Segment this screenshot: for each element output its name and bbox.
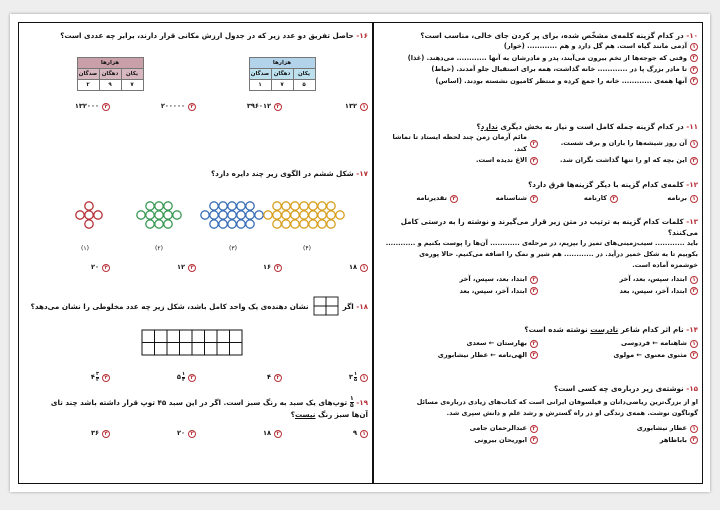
question-number: ۱۹ [359, 398, 368, 407]
option-bubble-3: ۳ [188, 264, 196, 272]
pattern-circle [291, 202, 299, 210]
option-text: تا مادر بزرگ پا در ............ خانه گذاشت، همه برای استقبال جلو آمدند. (حیاط) [431, 65, 687, 73]
passage-line-2: بکوبیم تا به شکل خمیر درآید. در ............ هم شیر و نمک را اضافه می‌کنیم. حالا پوره‌ی [419, 250, 698, 258]
pattern-circle [309, 220, 317, 228]
pattern-circle [273, 202, 281, 210]
pattern-circle [237, 220, 245, 228]
whole-part: ۳ [348, 373, 353, 381]
option-3[interactable] [110, 428, 196, 440]
option-1[interactable] [282, 428, 368, 440]
pattern-circle [327, 202, 335, 210]
question-text: نوشته‌ی زیر درباره‌ی چه کسی است؟ [553, 384, 684, 393]
option-text: ابتدا، بعد، سپس، آخر [459, 275, 527, 283]
option-bubble-1: ۱ [690, 195, 698, 203]
question-15: ۱۵- نوشته‌ی زیر درباره‌ی چه کسی است؟ او از بزرگ‌ترین ریاضی‌دانان و فیلسوفان ایرانی است که کتاب‌های زیادی درباره‌ی مسائل گوناگون نوشت. همه‌ی زندگی او در راه گسترش و رشد علم و دانش سپری شد. ۱ عطار نیشابوری ۲ عبدالرحمان جامی ۳ باباطاهر ۴ ابوریحان بیرونی [378, 383, 698, 446]
passage-line-3: خوشمزه آماده است. [632, 261, 698, 269]
option-text: ابتدا، آخر، سپس، بعد [619, 286, 687, 295]
denominator: ۳ [181, 377, 185, 384]
grid-cell [205, 330, 218, 343]
grid-cell [192, 330, 205, 343]
emphasis-word: ندارد [480, 122, 498, 131]
unit-square-icon [313, 296, 339, 316]
option-4[interactable] [378, 76, 698, 88]
option-bubble-4: ۴ [530, 351, 538, 359]
option-text: ۱۶ [262, 263, 271, 271]
place-value-table-b [77, 57, 144, 91]
pattern-circle [318, 211, 326, 219]
question-17: ۱۷- شکل ششم در الگوی زیر چند دایره دارد؟ (۱) (۲) (۳) (۴) ۱ ۱۸ ۲ ۱۶ ۳ ۱۲ ۴ ۲۰ [24, 168, 368, 274]
question-number: ۱۲ [689, 180, 698, 189]
fraction [96, 372, 99, 383]
option-3[interactable] [110, 372, 196, 384]
figure-label-3: (۳) [229, 245, 237, 252]
pattern-circle [246, 202, 254, 210]
pattern-circle [146, 202, 154, 210]
option-text: ابتدا، آخر، سپس، بعد [459, 286, 527, 295]
figure-label-1: (۱) [81, 245, 89, 252]
option-bubble-4: ۴ [530, 287, 538, 295]
table-group-header: هزارها [77, 58, 143, 69]
option-text: الهی‌نامه ← عطار نیشابوری [437, 350, 527, 359]
pattern-circle [282, 202, 290, 210]
question-text-end: نشان دهنده‌ی یک واحد کامل باشد، شکل زیر چه عدد مخلوطی را نشان می‌دهد؟ [30, 301, 309, 311]
pattern-circle [164, 220, 172, 228]
question-18: ۱۸ - اگر نشان دهنده‌ی یک واحد کامل باشد، شکل زیر چه عدد مخلوطی را نشان می‌دهد؟ ۱ ۳ ۱ ۵ ۲ ۴ ۳ ۵ ۱ ۳ ۴ ۴ ۳ ۲ [24, 296, 368, 384]
option-3[interactable] [110, 101, 196, 113]
grid-figure [24, 328, 368, 362]
pattern-circle [291, 220, 299, 228]
grid-cell [167, 330, 180, 343]
place-value-table-a [249, 57, 316, 91]
option-4[interactable] [378, 350, 538, 362]
option-2[interactable] [196, 101, 282, 113]
pattern-circle [201, 211, 209, 219]
pattern-circle [246, 211, 254, 219]
column-divider [372, 22, 374, 484]
question-text: توپ‌های یک سبد به رنگ سبز است. اگر در این سبد ۴۵ توپ قرار داشته باشد چند تای [50, 398, 348, 407]
numerator: ۱ [353, 371, 357, 378]
fraction [182, 372, 185, 383]
numerator: ۱ [181, 371, 185, 378]
option-bubble-2: ۲ [530, 425, 538, 433]
option-text: عبدالرحمان جامی [469, 424, 527, 432]
option-bubble-2: ۲ [274, 430, 282, 438]
option-text: باباطاهر [659, 435, 687, 444]
option-bubble-1: ۱ [690, 43, 698, 51]
pattern-circle [300, 211, 308, 219]
question-19: ۱۹ - ۱ ۵ توپ‌های یک سبد به رنگ سبز است. اگر در این سبد ۴۵ توپ قرار داشته باشد چند تای آن‌ها سبز رنگ نیست؟ ۱ ۹ ۲ ۱۸ ۳ ۲۰ ۴ ۳۶ [24, 396, 368, 440]
option-bubble-4: ۴ [690, 77, 698, 85]
option-bubble-3: ۳ [690, 436, 698, 444]
option-bubble-2: ۲ [530, 140, 538, 148]
option-text: این بچه که او را تنها گذاشت نگران شد. [560, 156, 687, 164]
numerator: ۱ [350, 395, 354, 402]
table-group-header: هزارها [249, 58, 315, 69]
option-bubble-1: ۱ [360, 430, 368, 438]
question-text-end: آن‌ها سبز رنگ [318, 410, 368, 419]
option-4[interactable] [378, 435, 538, 447]
option-3[interactable] [538, 286, 698, 298]
option-text: الاغ ندیده است. [476, 156, 527, 164]
option-text: ۱۸ [348, 263, 357, 271]
denominator: ۵ [353, 377, 357, 384]
pattern-circle [309, 211, 317, 219]
whole-part: ۵ [176, 373, 181, 381]
question-number: ۱۰ [689, 31, 698, 40]
option-3[interactable] [538, 435, 698, 447]
option-1[interactable] [282, 101, 368, 113]
pattern-circle [76, 211, 84, 219]
fraction [350, 396, 354, 409]
option-2[interactable] [538, 193, 618, 205]
mixed-number [349, 372, 357, 384]
option-bubble-1: ۱ [690, 140, 698, 148]
grid-cell [142, 343, 155, 356]
fraction [354, 372, 357, 383]
question-11: ۱۱- در کدام گزینه جمله کامل است و نیاز به بخش دیگری ندارد؟ ۱ آن روز شیشه‌ها را باران و برف شست. ۲ مائم آرمان زمن چند لحظه ایستاد تا تماشا کند. ۳ این بچه که او را تنها گذاشت نگران شد. ۴ الاغ ندیده است. [378, 121, 698, 167]
pattern-circle [210, 202, 218, 210]
option-text: کارنامه [583, 194, 607, 202]
pattern-circle [219, 211, 227, 219]
pattern-circle [85, 211, 93, 219]
option-2[interactable] [378, 53, 698, 65]
option-bubble-1: ۱ [690, 425, 698, 433]
option-1[interactable] [538, 338, 698, 350]
option-text: ۱۸ [262, 429, 271, 437]
option-1[interactable] [282, 262, 368, 274]
option-text: برنامه [667, 194, 687, 202]
table-col-header: صدگان [249, 69, 271, 80]
option-text: ۹ [352, 429, 357, 437]
option-text: شناسنامه [495, 194, 527, 202]
pattern-circle [300, 220, 308, 228]
grid-cell [167, 343, 180, 356]
pattern-circle [219, 202, 227, 210]
option-bubble-3: ۳ [188, 103, 196, 111]
option-3[interactable] [458, 193, 538, 205]
option-bubble-1: ۱ [360, 103, 368, 111]
question-13: ۱۳- کلمات کدام گزینه به ترتیب در متن زیر قرار می‌گیرند و نوشته را به درستی کامل می‌کنند؟ باید ............ سیب‌زمینی‌های تمیز را بپزیم، در مرحله‌ی ............ آن‌ها را پوست بکنیم و ............ بکوبیم تا به شکل خمیر درآید. در ............ هم شیر و نمک را اضافه می‌کنیم. حالا پوره‌ی خوشمزه آماده است. ۱ ابتدا، سپس، بعد، آخر ۲ ابتدا، بعد، سپس، آخر ۳ ابتدا، آخر، سپس، بعد ۴ ابتدا، آخر، سپس، بعد [378, 216, 698, 297]
option-text: ۱۳۲۰۰۰ [74, 102, 99, 110]
question-number: ۱۱ [689, 122, 698, 131]
question-text: در کدام گزینه کلمه‌ی مشخّص شده، برای پر کردن جای خالی، مناسب است؟ [420, 31, 684, 40]
table-col-header: صدگان [77, 69, 99, 80]
option-4[interactable] [24, 372, 110, 384]
option-text: آن روز شیشه‌ها را باران و برف شست. [560, 138, 687, 147]
question-text: کلمات کدام گزینه به ترتیب در متن زیر قرار می‌گیرند و نوشته را به درستی کامل می‌کنند؟ [400, 217, 698, 237]
option-bubble-3: ۳ [690, 66, 698, 74]
option-text: ابوریحان بیرونی [474, 435, 527, 444]
passage-line-1: او از بزرگ‌ترین ریاضی‌دانان و فیلسوفان ایرانی است که کتاب‌های زیادی درباره‌ی مسائل [416, 398, 698, 406]
pattern-circle [146, 220, 154, 228]
option-text: ابتدا، سپس، بعد، آخر [619, 275, 687, 283]
question-mark: ؟ [290, 410, 295, 419]
question-number: ۱۷ [359, 169, 368, 178]
table-col-header: دهگان [99, 69, 121, 80]
option-bubble-2: ۲ [610, 195, 618, 203]
pattern-circle [237, 211, 245, 219]
option-bubble-4: ۴ [450, 195, 458, 203]
grid-cell [217, 343, 230, 356]
option-text: ۲۰۰۰۰۰ [160, 102, 185, 110]
pattern-circle [273, 220, 281, 228]
question-number: ۱۳ [689, 217, 698, 226]
pattern-circle [255, 211, 263, 219]
option-bubble-4: ۴ [102, 374, 110, 382]
option-bubble-4: ۴ [102, 264, 110, 272]
option-2[interactable] [378, 274, 538, 286]
option-1[interactable] [538, 274, 698, 286]
table-cell: ۷ [271, 80, 293, 91]
table-cell: ۱ [249, 80, 271, 91]
mixed-number [177, 372, 185, 384]
option-1[interactable] [378, 41, 698, 53]
question-number: ۱۵ [689, 384, 698, 393]
option-bubble-2: ۲ [690, 54, 698, 62]
table-cell: ۷ [121, 80, 143, 91]
emphasis-word: نادرست [590, 325, 619, 334]
option-bubble-2: ۲ [530, 340, 538, 348]
grid-cell [217, 330, 230, 343]
pattern-circle [210, 211, 218, 219]
options-list [378, 41, 698, 87]
mixed-number [91, 372, 99, 384]
option-bubble-1: ۱ [360, 374, 368, 382]
option-bubble-3: ۳ [530, 195, 538, 203]
question-10: ۱۰- در کدام گزینه کلمه‌ی مشخّص شده، برای پر کردن جای خالی، مناسب است؟ ۱ آدمی مانند گیاه است. هم گل دارد و هم ............ (خوار) ۲ وقتی که جوجه‌ها از تخم بیرون می‌آیند، پدر و مادرشان به آنها ............ می‌دهند. (غذا) ۳ تا مادر بزرگ پا در ............ خانه گذاشت، همه برای استقبال جلو آمدند. (حیاط) ۴ آنها همه‌ی ............ خانه را جمع کرده و منتظر کامیون نشسته بودند. (اساس) [378, 30, 698, 87]
option-bubble-3: ۳ [690, 351, 698, 359]
question-16: ۱۶- حاصل تفریق دو عدد زیر که در جدول ارزش مکانی قرار دارند، برابر چه عددی است؟ هزارها یکان دهگان صدگان ۵ ۷ ۱ هزارها یکان دهگان صدگان ۷ ۹ ۲ ۱ ۱۳۲ ۲ ۳۹۶۰۱۲ ۳ ۲۰۰۰۰۰ ۴ ۱۳۲۰۰۰ [24, 30, 368, 113]
question-text: کلمه‌ی کدام گزینه با دیگر گزینه‌ها فرق دارد؟ [528, 180, 684, 189]
pattern-circle [94, 211, 102, 219]
table-col-header: یکان [293, 69, 315, 80]
pattern-circle [210, 220, 218, 228]
circle-pattern-figure [24, 189, 368, 245]
question-number: ۱۴ [689, 325, 698, 334]
pattern-circle [228, 220, 236, 228]
option-bubble-1: ۱ [690, 276, 698, 284]
option-3[interactable] [110, 262, 196, 274]
pattern-circle [228, 202, 236, 210]
option-1[interactable] [282, 372, 368, 384]
option-bubble-2: ۲ [274, 264, 282, 272]
passage-line-1: باید ............ سیب‌زمینی‌های تمیز را بپزیم، در مرحله‌ی ............ آن‌ها را پوست بکنیم و ............ [385, 239, 698, 247]
option-2[interactable] [196, 428, 282, 440]
option-bubble-3: ۳ [690, 157, 698, 165]
option-bubble-2: ۲ [274, 374, 282, 382]
option-bubble-2: ۲ [274, 103, 282, 111]
figure-label-2: (۲) [155, 245, 163, 252]
emphasis-word: نیست [294, 410, 316, 419]
grid-cell [230, 330, 243, 343]
pattern-circle [318, 220, 326, 228]
grid-cell [230, 343, 243, 356]
pattern-circle [164, 202, 172, 210]
option-text: ۳۹۶۰۱۲ [246, 102, 271, 110]
question-text: نام اثر کدام شاعر [620, 325, 684, 334]
option-bubble-4: ۴ [102, 430, 110, 438]
option-3[interactable] [538, 155, 698, 167]
table-cell: ۲ [77, 80, 99, 91]
pattern-circle [85, 220, 93, 228]
pattern-circle [155, 211, 163, 219]
question-14: ۱۴- نام اثر کدام شاعر نادرست نوشته شده است؟ ۱ شاهنامه ← فردوسی ۲ بهارستان ← سعدی ۳ مثنوی معنوی ← مولوی ۴ الهی‌نامه ← عطار نیشابوری [378, 324, 698, 361]
table-col-header: دهگان [271, 69, 293, 80]
option-text: وقتی که جوجه‌ها از تخم بیرون می‌آیند، پدر و مادرشان به آنها ............ می‌دهند. (غذا) [407, 53, 687, 62]
option-2[interactable] [378, 423, 538, 435]
passage-line-2: گوناگون نوشت. همه‌ی زندگی او در راه گسترش و رشد علم و دانش سپری شد. [446, 409, 698, 417]
pattern-circle [164, 211, 172, 219]
pattern-circle [173, 211, 181, 219]
denominator: ۲ [95, 377, 99, 384]
option-bubble-3: ۳ [188, 374, 196, 382]
pattern-circle [282, 220, 290, 228]
pattern-circle [282, 211, 290, 219]
option-text: آدمی مانند گیاه است. هم گل دارد و هم ............ (خوار) [503, 42, 687, 50]
option-4[interactable] [378, 155, 538, 167]
option-text: شاهنامه ← فردوسی [621, 339, 687, 347]
pattern-circle [228, 211, 236, 219]
option-2[interactable] [378, 338, 538, 350]
option-bubble-2: ۲ [530, 276, 538, 284]
question-text: در کدام گزینه جمله کامل است و نیاز به بخش دیگری [500, 122, 684, 131]
grid-cell [180, 330, 193, 343]
option-text: ۱۲ [176, 263, 185, 271]
option-3[interactable] [378, 64, 698, 76]
pattern-circle [327, 211, 335, 219]
pattern-circle [155, 202, 163, 210]
pattern-circle [146, 211, 154, 219]
table-cell: ۵ [293, 80, 315, 91]
pattern-circle [327, 220, 335, 228]
question-number: ۱۸ [359, 301, 368, 311]
pattern-circle [336, 211, 344, 219]
option-4[interactable] [378, 193, 458, 205]
option-text: تقدیرنامه [416, 194, 447, 202]
option-bubble-3: ۳ [188, 430, 196, 438]
grid-cell [155, 330, 168, 343]
option-4[interactable] [378, 286, 538, 298]
option-2[interactable] [378, 132, 538, 155]
option-3[interactable] [538, 350, 698, 362]
option-text: ۱۳۲ [344, 102, 357, 110]
option-1[interactable] [538, 132, 698, 155]
pattern-circle [237, 202, 245, 210]
option-bubble-1: ۱ [690, 340, 698, 348]
option-text: مائم آرمان زمن چند لحظه ایستاد تا تماشا کند. [392, 133, 527, 153]
denominator: ۵ [350, 402, 354, 409]
option-bubble-3: ۳ [690, 287, 698, 295]
grid-cell [192, 343, 205, 356]
question-text: شکل ششم در الگوی زیر چند دایره دارد؟ [210, 169, 354, 178]
question-number: ۱۶ [359, 31, 368, 40]
option-bubble-4: ۴ [530, 157, 538, 165]
pattern-circle [155, 220, 163, 228]
option-text: آنها همه‌ی ............ خانه را جمع کرده و منتظر کامیون نشسته بودند. (اساس) [435, 76, 687, 85]
option-bubble-4: ۴ [530, 436, 538, 444]
table-cell: ۹ [99, 80, 121, 91]
option-text: بهارستان ← سعدی [466, 339, 527, 347]
pattern-circle [219, 220, 227, 228]
pattern-circle [264, 211, 272, 219]
pattern-circle [300, 202, 308, 210]
option-bubble-1: ۱ [360, 264, 368, 272]
whole-part: ۴ [90, 373, 95, 381]
question-text-end: نوشته شده است؟ [524, 325, 588, 334]
table-col-header: یکان [121, 69, 143, 80]
option-text: ۲۰ [176, 429, 185, 437]
option-1[interactable] [538, 423, 698, 435]
option-1[interactable] [618, 193, 698, 205]
question-text: حاصل تفریق دو عدد زیر که در جدول ارزش مکانی قرار دارند، برابر چه عددی است؟ [60, 31, 354, 40]
question-text: اگر [342, 301, 354, 311]
pattern-circle [273, 211, 281, 219]
option-4[interactable] [24, 262, 110, 274]
grid-cell [180, 343, 193, 356]
grid-cell [142, 330, 155, 343]
question-12: ۱۲- کلمه‌ی کدام گزینه با دیگر گزینه‌ها فرق دارد؟ ۱ برنامه ۲ کارنامه ۳ شناسنامه ۴ تقدیرنامه [378, 179, 698, 205]
numerator: ۳ [95, 371, 99, 378]
pattern-circle [246, 220, 254, 228]
option-2[interactable] [196, 262, 282, 274]
pattern-circle [85, 202, 93, 210]
option-4[interactable] [24, 428, 110, 440]
whole-part: ۴ [266, 373, 271, 381]
pattern-circle [291, 211, 299, 219]
option-text: عطار نیشابوری [636, 424, 687, 432]
pattern-circle [309, 202, 317, 210]
option-text: ۳۶ [90, 429, 99, 437]
option-text: مثنوی معنوی ← مولوی [613, 350, 687, 359]
grid-cell [205, 343, 218, 356]
option-text: ۲۰ [90, 263, 99, 271]
option-4[interactable] [24, 101, 110, 113]
grid-cell [155, 343, 168, 356]
option-bubble-4: ۴ [102, 103, 110, 111]
pattern-circle [137, 211, 145, 219]
figure-label-4: (۴) [303, 245, 311, 252]
pattern-circle [318, 202, 326, 210]
option-2[interactable] [196, 372, 282, 384]
